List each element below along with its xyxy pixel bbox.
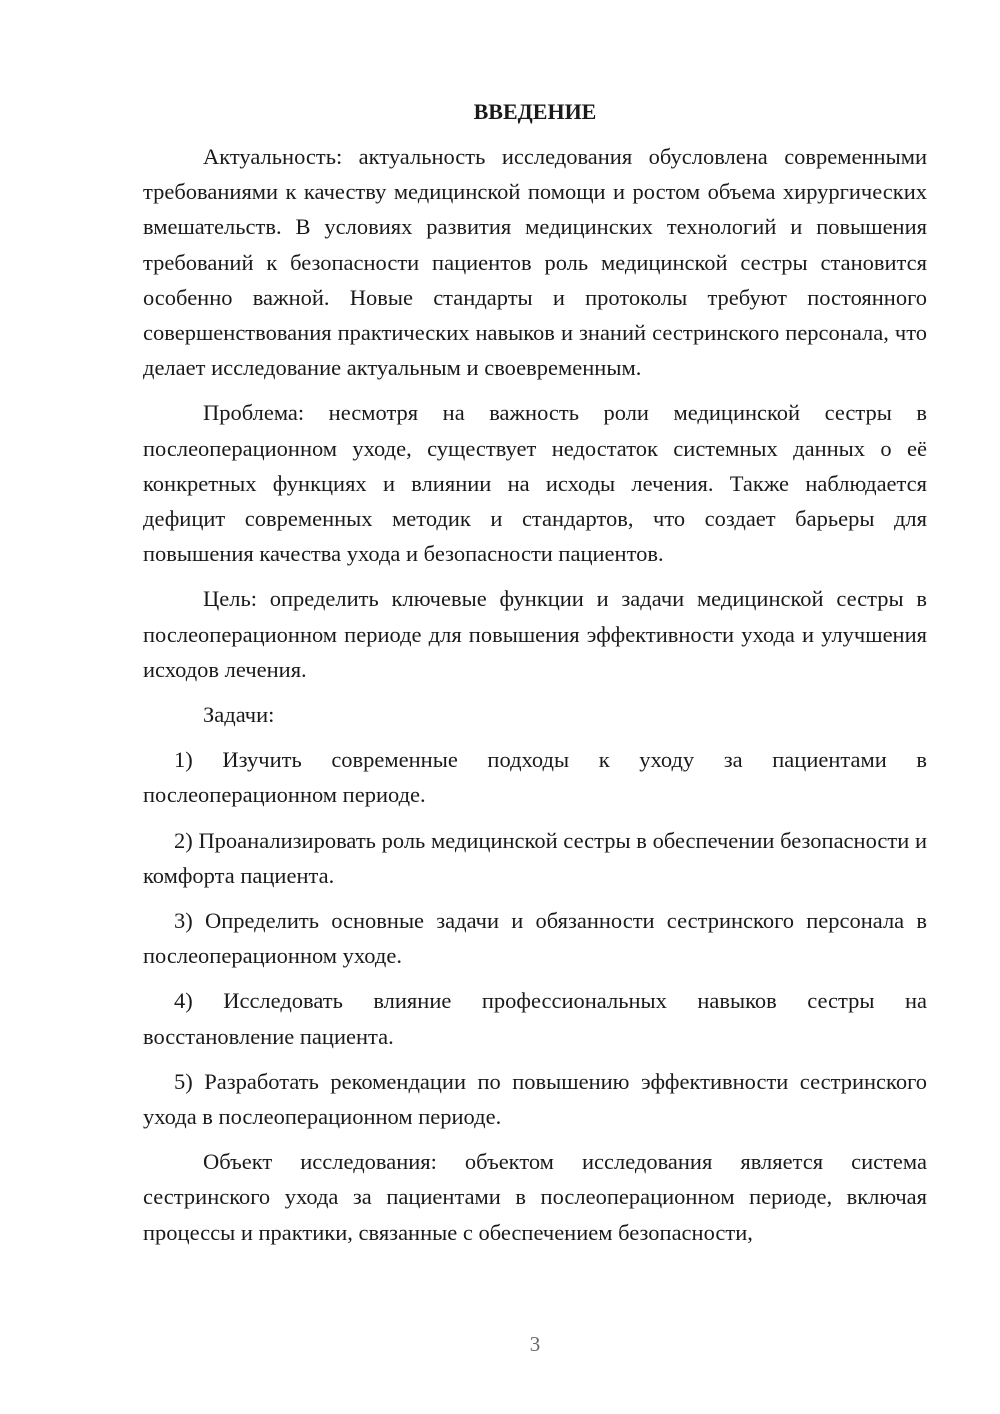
tasks-label: Задачи: (203, 702, 275, 728)
task-item-5: 5) Разработать рекомендации по повышению эффективности сестринского ухода в послеоперационном периоде. (143, 1068, 927, 1130)
task-item-1: 1) Изучить современные подходы к уходу за пациентами в послеоперационном периоде. (143, 747, 927, 808)
task-item-3: 3) Определить основные задачи и обязанности сестринского персонала в послеоперационном уходе. (143, 908, 927, 969)
problem-paragraph: Проблема: несмотря на важность роли медицинской сестры в послеоперационном уходе, существует недостаток системных данных о её конкретных функциях и влиянии на исходы лечения. Также наблюдается дефицит современных методик и стандартов, что создает барьеры для повышения качества ухода и безопасности пациентов. (143, 400, 927, 567)
object-paragraph: Объект исследования: объектом исследования является система сестринского ухода за пациентами в послеоперационном периоде, включая процессы и практики, связанные с обеспечением безопасности, (143, 1149, 927, 1245)
task-item-4: 4) Исследовать влияние профессиональных навыков сестры на восстановление пациента. (143, 988, 927, 1049)
goal-paragraph: Цель: определить ключевые функции и задачи медицинской сестры в послеоперационном периоде для повышения эффективности ухода и улучшения исходов лечения. (143, 586, 927, 682)
task-item-2: 2) Проанализировать роль медицинской сестры в обеспечении безопасности и комфорта пациента. (143, 827, 927, 888)
page-number: 3 (529, 1332, 541, 1356)
section-heading: ВВЕДЕНИЕ (473, 99, 597, 124)
relevance-paragraph: Актуальность: актуальность исследования обусловлена современными требованиями к качеству медицинской помощи и ростом объема хирургических вмешательств. В условиях развития медицинских технологий и повышения требований к безопасности пациентов роль медицинской сестры становится особенно важной. Новые стандарты и протоколы требуют постоянного совершенствования практических навыков и знаний сестринского персонала, что делает исследование актуальным и своевременным. (143, 144, 927, 381)
document-page (143, 94, 927, 1260)
